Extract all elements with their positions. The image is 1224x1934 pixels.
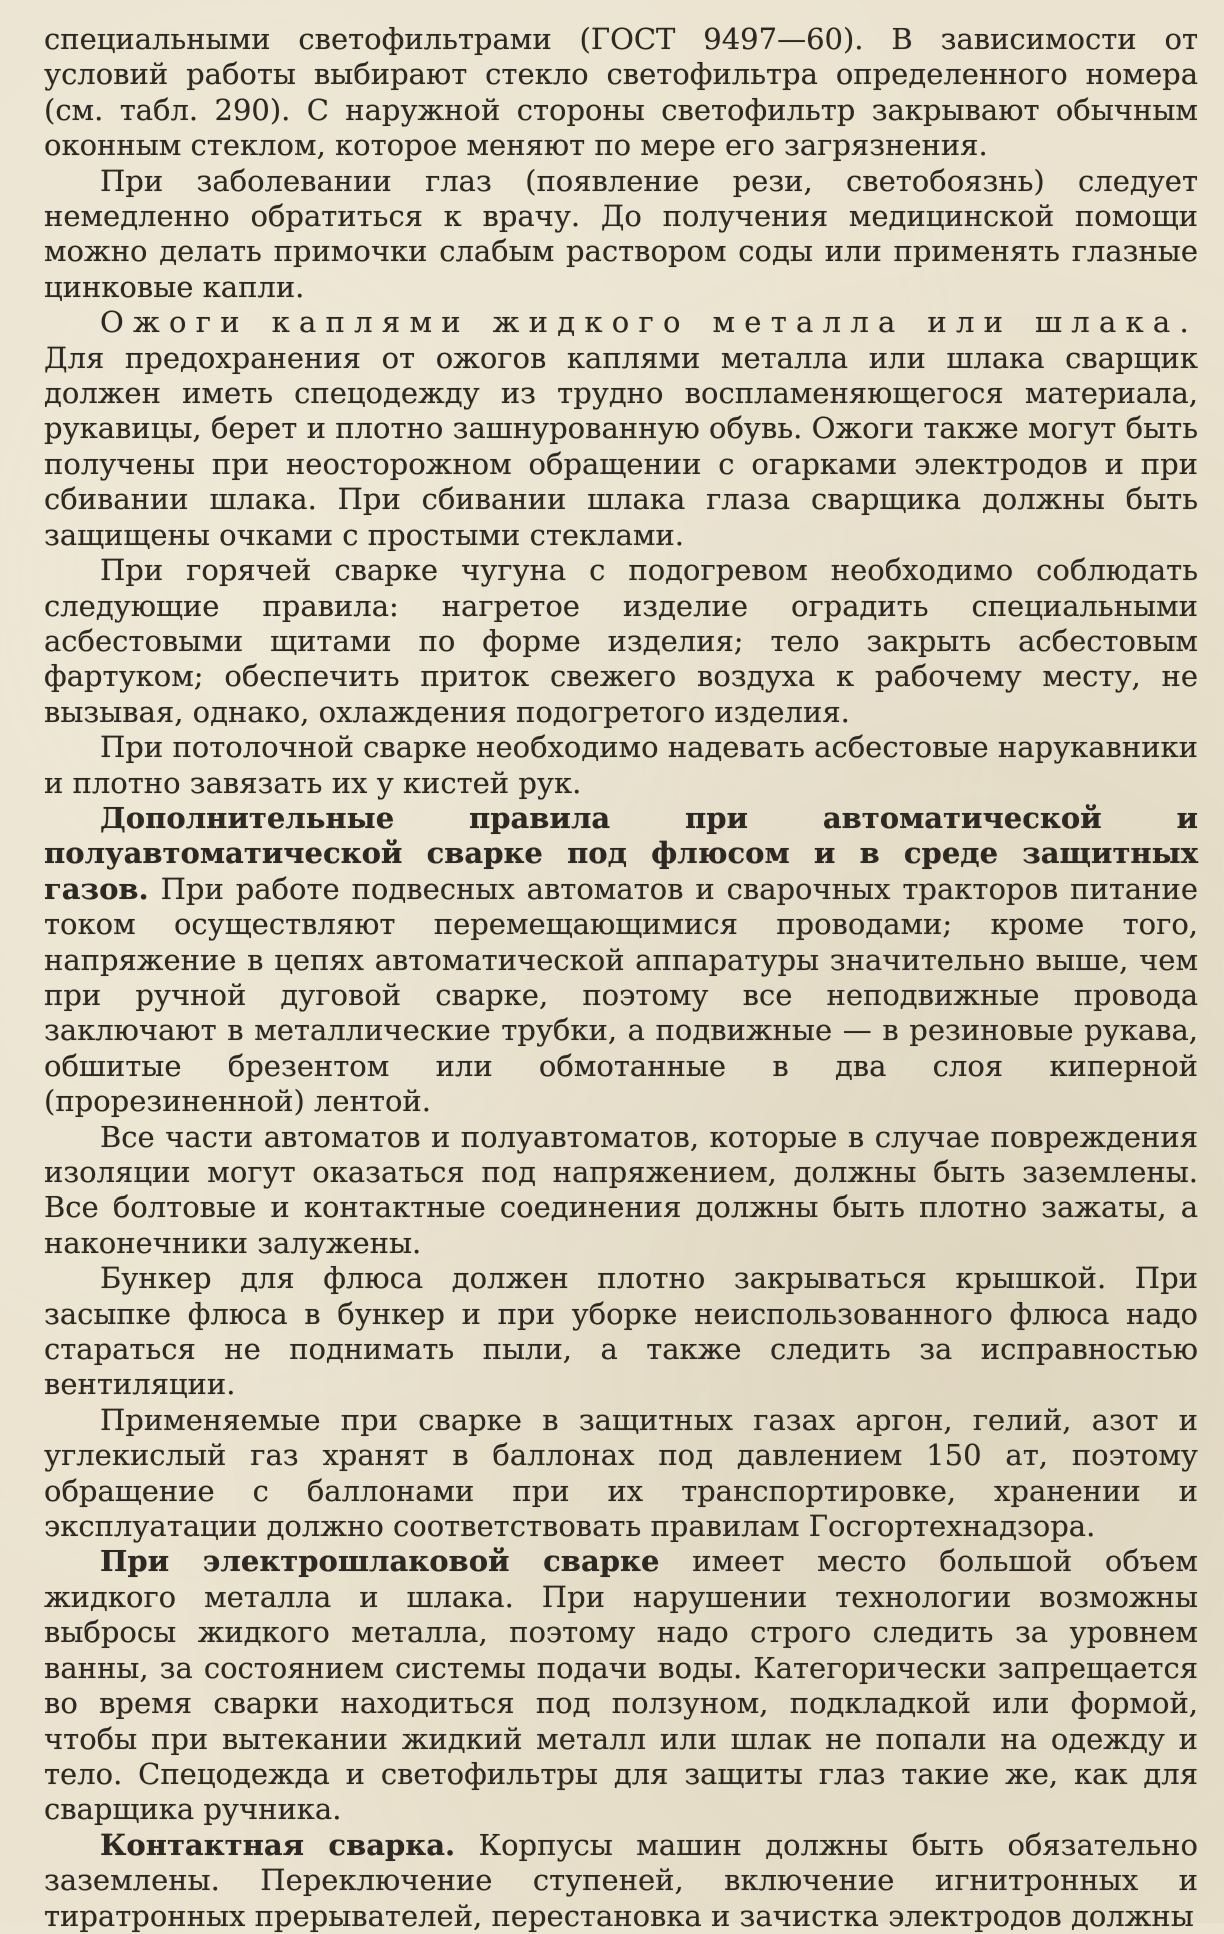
paragraph-text: При горячей сварке чугуна с подогревом необходимо соблюдать следующие правила: нагретое изделие оградить специальными асбестовыми щитами по форме изделия; тело закрыть асбестовым фартуком; обеспечить приток свежего воздуха к рабочему месту, не вызывая, однако, охлаждения подогретого изделия. bbox=[44, 553, 1198, 729]
paragraph-5 bbox=[44, 730, 1198, 801]
paragraph-text: Корпусы машин должны быть обязательно заземлены. Переключение ступеней, включение игнитронных и тиратронных прерывателей, перестановка и зачистка электродов должны bbox=[44, 1827, 1198, 1933]
paragraph-1 bbox=[44, 22, 1198, 164]
paragraph-6 bbox=[44, 801, 1198, 1120]
paragraph-text: Бункер для флюса должен плотно закрываться крышкой. При засыпке флюса в бункер и при уборке неиспользованного флюса надо стараться не поднимать пыли, а также следить за исправностью вентиляции. bbox=[44, 1261, 1198, 1402]
paragraph-text: При работе подвесных автоматов и сварочных тракторов питание током осуществляют перемещающимися проводами; кроме того, напряжение в цепях автоматической аппаратуры значительно выше, чем при ручной дуговой сварке, поэтому все неподвижные провода заключают в металлические трубки, а подвижные — в резиновые рукава, обшитые брезентом или обмотанные в два слоя киперной (прорезиненной) лентой. bbox=[44, 871, 1198, 1119]
paragraph-10 bbox=[44, 1544, 1198, 1827]
paragraph-3 bbox=[44, 305, 1198, 553]
paragraph-text: имеет место большой объем жидкого металла и шлака. При нарушении технологии возможны выбросы жидкого металла, поэтому надо строго следить за уровнем ванны, за состоянием системы подачи воды. Категорически запрещается во время сварки находиться под ползуном, подкладкой или формой, чтобы при вытекании жидкий металл или шлак не попали на одежду и тело. Спецодежда и светофильтры для защиты глаз такие же, как для сварщика ручника. bbox=[44, 1544, 1198, 1827]
paragraph-2 bbox=[44, 164, 1198, 306]
paragraph-8 bbox=[44, 1261, 1198, 1403]
paragraph-heading: При электрошлаковой сварке bbox=[100, 1544, 660, 1579]
paragraph-heading: Ожоги каплями жидкого металла или шлака. bbox=[100, 305, 1198, 340]
paragraph-text: Все части автоматов и полуавтоматов, которые в случае повреждения изоляции могут оказаться под напряжением, должны быть заземлены. Все болтовые и контактные соединения должны быть плотно зажаты, а наконечники залужены. bbox=[44, 1119, 1198, 1260]
paragraph-9 bbox=[44, 1403, 1198, 1545]
paragraph-text: При заболевании глаз (появление рези, светобоязнь) следует немедленно обратиться к врачу. До получения медицинской помощи можно делать примочки слабым раствором соды или применять глазные цинковые капли. bbox=[44, 163, 1198, 304]
paragraph-11 bbox=[44, 1828, 1198, 1934]
paragraph-text: Применяемые при сварке в защитных газах аргон, гелий, азот и углекислый газ хранят в баллонах под давлением 150 ат, поэтому обращение с баллонами при их транспортировке, хранении и эксплуатации должно соответствовать правилам Госгортехнадзора. bbox=[44, 1402, 1198, 1544]
paragraph-7 bbox=[44, 1120, 1198, 1262]
paragraph-4 bbox=[44, 553, 1198, 730]
paragraph-heading: Контактная сварка. bbox=[100, 1827, 456, 1862]
paragraph-text: Для предохранения от ожогов каплями металла или шлака сварщик должен иметь спецодежду из трудно воспламеняющегося материала, рукавицы, берет и плотно зашнурованную обувь. Ожоги также могут быть получены при неосторожном обращении с огарками электродов и при сбивании шлака. При сбивании шлака глаза сварщика должны быть защищены очками с простыми стеклами. bbox=[44, 340, 1198, 552]
paragraph-heading: Дополнительные правила при автоматической и полуавтоматической сварке под флюсом и в среде защитных газов. bbox=[44, 800, 1198, 906]
paragraph-text: специальными светофильтрами (ГОСТ 9497—60). В зависимости от условий работы выбирают стекло светофильтра определенного номера (см. табл. 290). С наружной стороны светофильтр закрывают обычным оконным стеклом, которое меняют по мере его загрязнения. bbox=[44, 22, 1198, 163]
paragraph-text: При потолочной сварке необходимо надевать асбестовые нарукавники и плотно завязать их у кистей рук. bbox=[44, 730, 1198, 800]
